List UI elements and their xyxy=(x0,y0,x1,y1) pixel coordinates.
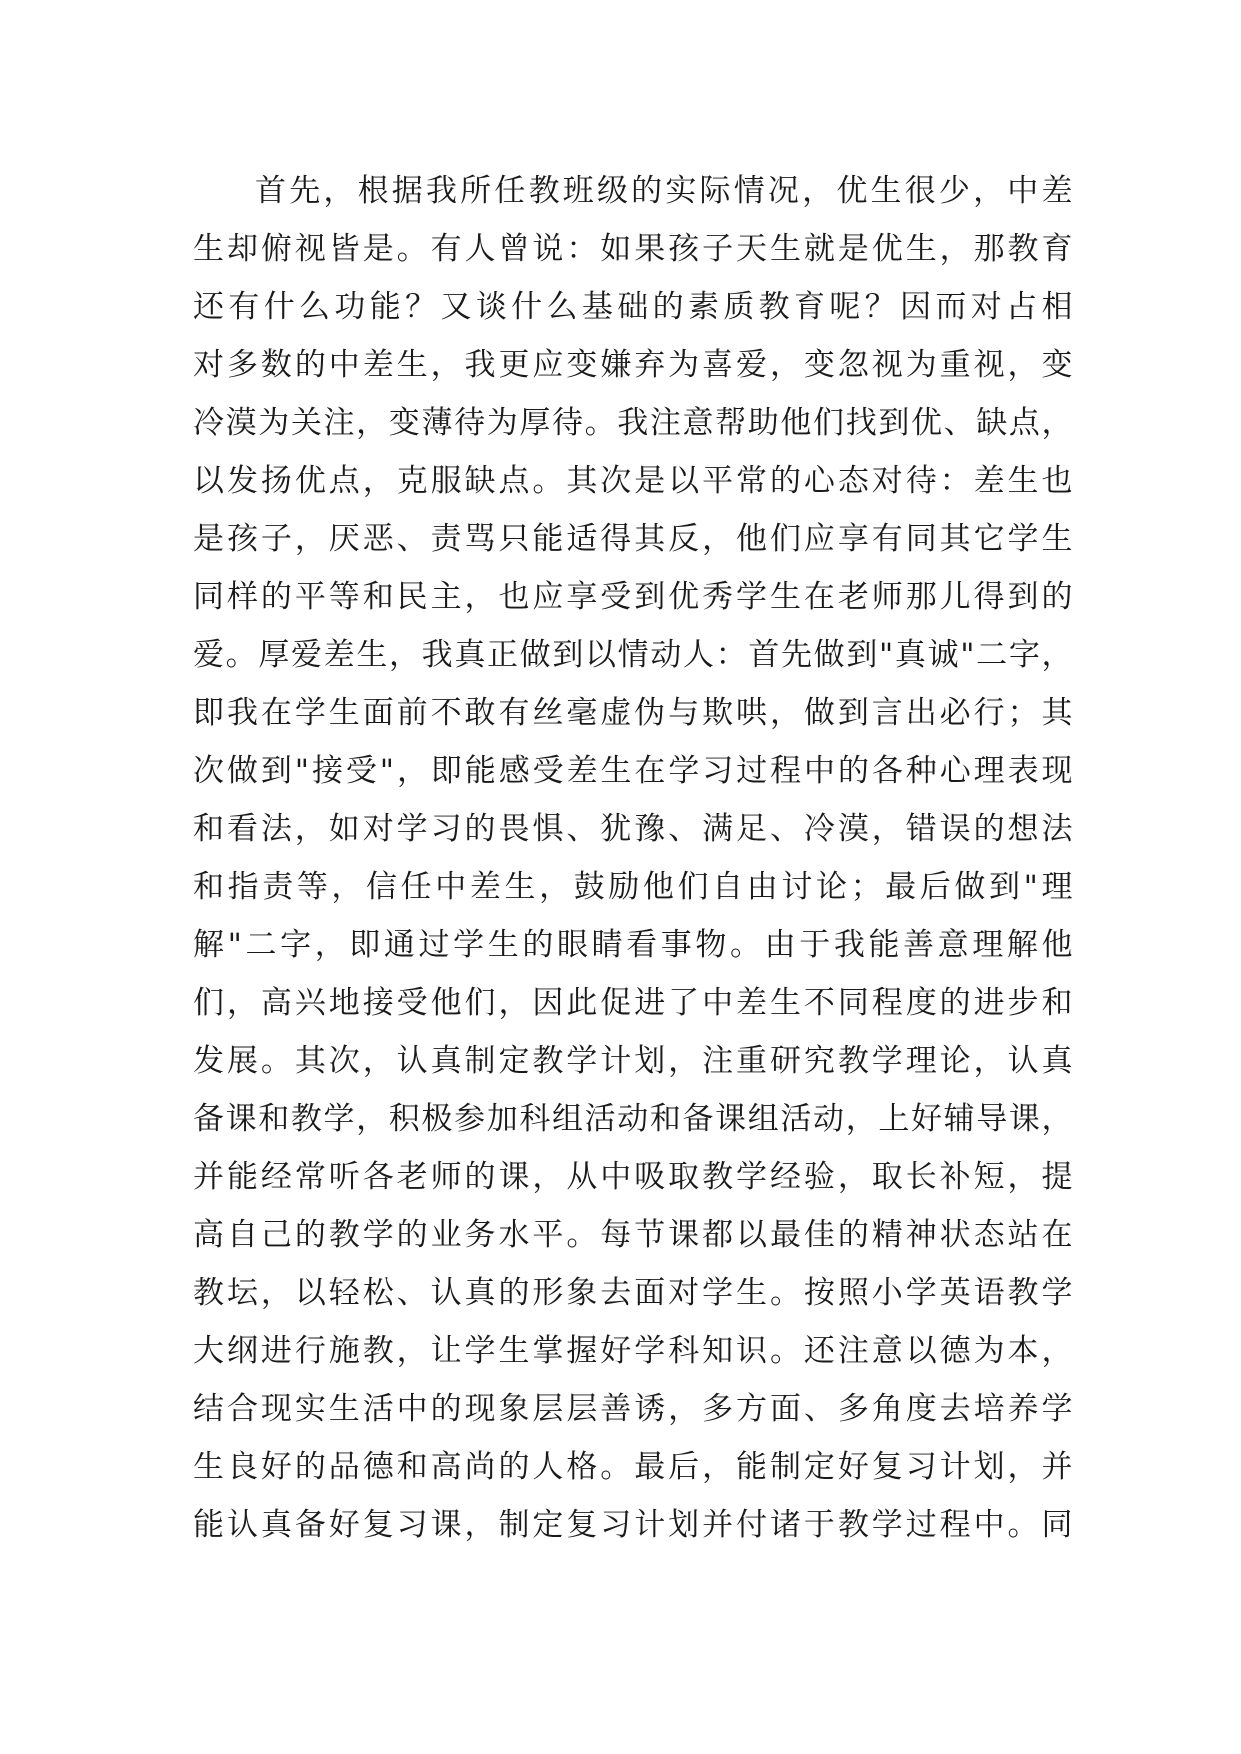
text-line-2: 生却俯视皆是。有人曾说：如果孩子天生就是优生，那教育 xyxy=(193,231,1073,267)
text-line-22: 结合现实生活中的现象层层善诱，多方面、多角度去培养学 xyxy=(193,1391,1073,1427)
text-line-17: 备课和教学，积极参加科组活动和备课组活动，上好辅导课， xyxy=(193,1101,1073,1137)
text-line-18: 并能经常听各老师的课，从中吸取教学经验，取长补短，提 xyxy=(193,1159,1073,1195)
text-line-6: 以发扬优点，克服缺点。其次是以平常的心态对待：差生也 xyxy=(193,463,1073,499)
text-line-21: 大纲进行施教，让学生掌握好学科知识。还注意以德为本， xyxy=(193,1333,1073,1369)
text-line-10: 即我在学生面前不敢有丝毫虚伪与欺哄，做到言出必行；其 xyxy=(193,695,1073,731)
text-line-8: 同样的平等和民主，也应享受到优秀学生在老师那儿得到的 xyxy=(193,579,1073,615)
text-line-1: 首先，根据我所任教班级的实际情况，优生很少，中差 xyxy=(255,173,1073,209)
body-paragraph xyxy=(193,162,1073,1554)
text-line-7: 是孩子，厌恶、责骂只能适得其反，他们应享有同其它学生 xyxy=(193,521,1073,557)
text-line-24: 能认真备好复习课，制定复习计划并付诸于教学过程中。同 xyxy=(193,1507,1073,1543)
text-line-14: 解"二字，即通过学生的眼睛看事物。由于我能善意理解他 xyxy=(193,927,1073,963)
text-line-12: 和看法，如对学习的畏惧、犹豫、满足、冷漠，错误的想法 xyxy=(193,811,1073,847)
text-line-3: 还有什么功能？又谈什么基础的素质教育呢？因而对占相 xyxy=(193,289,1073,325)
text-line-4: 对多数的中差生，我更应变嫌弃为喜爱，变忽视为重视，变 xyxy=(193,347,1073,383)
text-line-9: 爱。厚爱差生，我真正做到以情动人：首先做到"真诚"二字， xyxy=(193,637,1073,673)
text-line-13: 和指责等，信任中差生，鼓励他们自由讨论；最后做到"理 xyxy=(193,869,1073,905)
text-line-11: 次做到"接受"，即能感受差生在学习过程中的各种心理表现 xyxy=(193,753,1073,789)
text-line-23: 生良好的品德和高尚的人格。最后，能制定好复习计划，并 xyxy=(193,1449,1073,1485)
text-line-20: 教坛，以轻松、认真的形象去面对学生。按照小学英语教学 xyxy=(193,1275,1073,1311)
text-line-16: 发展。其次，认真制定教学计划，注重研究教学理论，认真 xyxy=(193,1043,1073,1079)
text-line-5: 冷漠为关注，变薄待为厚待。我注意帮助他们找到优、缺点， xyxy=(193,405,1073,441)
text-line-15: 们，高兴地接受他们，因此促进了中差生不同程度的进步和 xyxy=(193,985,1073,1021)
text-line-19: 高自己的教学的业务水平。每节课都以最佳的精神状态站在 xyxy=(193,1217,1073,1253)
